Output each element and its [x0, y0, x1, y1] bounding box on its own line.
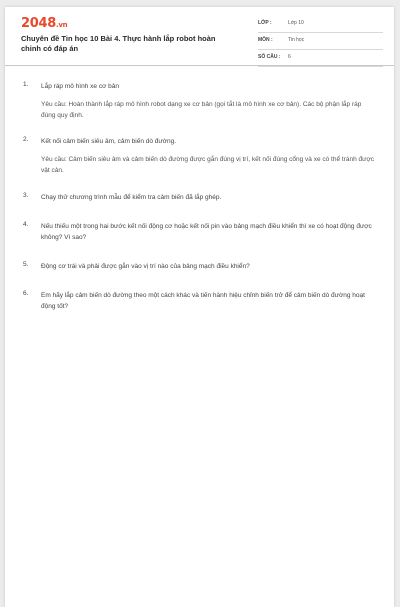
- question-list: [23, 81, 375, 312]
- question-requirement: Yêu cầu: Cảm biến siêu âm và cảm biến dò đường được gắn đúng vị trí, kết nối đúng cổng và xe có thể tránh được vật cản.: [41, 156, 374, 174]
- meta-row-class: [258, 17, 383, 33]
- meta-label-subject: MÔN :: [258, 37, 273, 43]
- document-page: [5, 7, 394, 607]
- question-text: Em hãy lắp cảm biến dò đường theo một cách khác và tiến hành hiệu chỉnh biến trở để cảm biến dò đường hoạt động tốt?: [41, 292, 365, 310]
- document-header: [5, 7, 394, 66]
- meta-label-count: SỐ CÂU :: [258, 54, 281, 60]
- question-text: Nếu thiếu một trong hai bước kết nối động cơ hoặc kết nối pin vào bảng mạch điều khiển thì xe có hoạt động được không? Vì sao?: [41, 223, 372, 241]
- site-logo[interactable]: [21, 17, 67, 32]
- question-number: 6.: [23, 290, 29, 297]
- logo-main: 2048: [21, 16, 56, 31]
- meta-row-count: [258, 51, 383, 67]
- question-number: 1.: [23, 81, 29, 88]
- meta-value-class: Lớp 10: [288, 20, 304, 26]
- question-item: [23, 136, 375, 176]
- question-item: [23, 192, 375, 203]
- meta-info: [258, 17, 383, 68]
- question-text: Kết nối cảm biến siêu âm, cảm biến dò đường.: [41, 138, 177, 145]
- question-number: 3.: [23, 192, 29, 199]
- question-requirement: Yêu cầu: Hoàn thành lắp ráp mô hình robot dạng xe cơ bản (gọi tắt là mô hình xe cơ bản). Các bộ phận lắp ráp đúng quy định.: [41, 101, 362, 119]
- meta-label-class: LỚP :: [258, 20, 272, 26]
- question-text: Lắp ráp mô hình xe cơ bản: [41, 83, 119, 90]
- question-text: Chạy thử chương trình mẫu để kiểm tra cảm biến đã lắp ghép.: [41, 194, 222, 201]
- question-item: [23, 261, 375, 272]
- document-title: Chuyên đề Tin học 10 Bài 4. Thực hành lắp robot hoàn chỉnh có đáp án: [21, 34, 216, 53]
- question-number: 5.: [23, 261, 29, 268]
- meta-value-subject: Tin học: [288, 37, 305, 43]
- meta-row-subject: [258, 34, 383, 50]
- question-item: [23, 221, 375, 243]
- logo-suffix: .vn: [55, 21, 68, 29]
- question-number: 4.: [23, 221, 29, 228]
- question-text: Động cơ trái và phải được gắn vào vị trí nào của bảng mạch điều khiển?: [41, 263, 250, 270]
- question-item: [23, 81, 375, 121]
- question-item: [23, 290, 375, 312]
- question-number: 2.: [23, 136, 29, 143]
- meta-value-count: 6: [288, 54, 291, 60]
